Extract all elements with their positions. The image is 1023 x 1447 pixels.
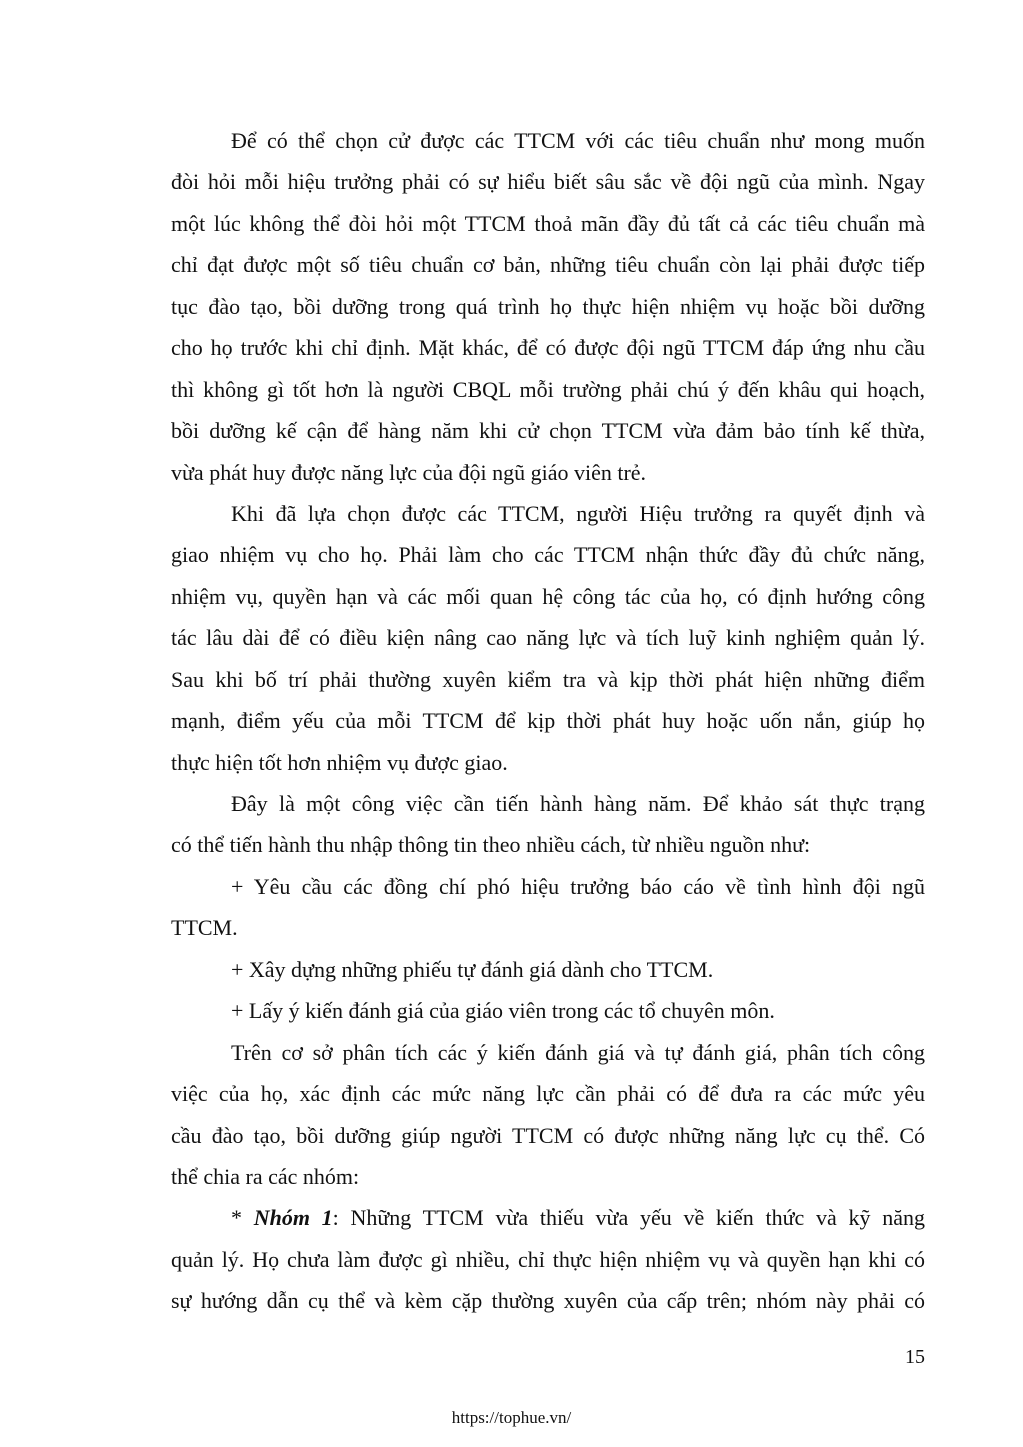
- paragraph: [171, 866, 925, 949]
- text-line: tục đào tạo, bồi dưỡng trong quá trình họ thực hiện nhiệm vụ hoặc bồi dưỡng: [171, 293, 925, 319]
- text-span: : Những TTCM vừa thiếu vừa yếu về kiến thức và kỹ năng: [332, 1205, 925, 1231]
- text-line: bồi dưỡng kế cận để hàng năm khi cử chọn TTCM vừa đảm bảo tính kế thừa,: [171, 418, 925, 444]
- text-line: + Yêu cầu các đồng chí phó hiệu trưởng báo cáo về tình hình đội ngũ: [231, 873, 925, 899]
- text-line: Khi đã lựa chọn được các TTCM, người Hiệu trưởng ra quyết định và: [231, 500, 925, 526]
- text-line: thể chia ra các nhóm:: [171, 1163, 360, 1189]
- text-line: mạnh, điểm yếu của mỗi TTCM để kịp thời phát huy hoặc uốn nắn, giúp họ: [171, 708, 925, 734]
- paragraph: [171, 1032, 925, 1198]
- text-line: thực hiện tốt hơn nhiệm vụ được giao.: [171, 749, 508, 775]
- text-line: nhiệm vụ, quyền hạn và các mối quan hệ công tác của họ, có định hướng công: [171, 583, 925, 609]
- text-line: chỉ đạt được một số tiêu chuẩn cơ bản, những tiêu chuẩn còn lại phải được tiếp: [171, 252, 925, 278]
- text-line: Để có thể chọn cử được các TTCM với các tiêu chuẩn như mong muốn: [231, 128, 925, 153]
- text-line: cho họ trước khi chỉ định. Mặt khác, để có được đội ngũ TTCM đáp ứng nhu cầu: [171, 335, 925, 361]
- document-body: [171, 120, 925, 1322]
- text-line: quản lý. Họ chưa làm được gì nhiều, chỉ thực hiện nhiệm vụ và quyền hạn khi có: [171, 1246, 925, 1272]
- text-line: + Lấy ý kiến đánh giá của giáo viên trong các tổ chuyên môn.: [231, 998, 775, 1024]
- group-1-paragraph: [171, 1197, 925, 1321]
- paragraph: [171, 120, 925, 493]
- paragraph: [171, 783, 925, 866]
- text-line: đòi hỏi mỗi hiệu trưởng phải có sự hiểu biết sâu sắc về đội ngũ của mình. Ngay: [171, 169, 925, 195]
- text-line: Sau khi bố trí phải thường xuyên kiểm tra và kịp thời phát hiện những điểm: [171, 666, 925, 692]
- paragraph: [171, 493, 925, 783]
- text-line: Trên cơ sở phân tích các ý kiến đánh giá và tự đánh giá, phân tích công: [231, 1039, 925, 1065]
- paragraph: [171, 949, 925, 990]
- footer-url: https://tophue.vn/: [451, 1408, 572, 1427]
- text-line: một lúc không thể đòi hỏi một TTCM thoả mãn đầy đủ tất cả các tiêu chuẩn mà: [171, 210, 925, 236]
- text-line: việc của họ, xác định các mức năng lực cần phải có để đưa ra các mức yêu: [171, 1081, 925, 1107]
- text-line: + Xây dựng những phiếu tự đánh giá dành cho TTCM.: [231, 956, 714, 982]
- bullet-marker: *: [231, 1205, 254, 1231]
- text-line: cầu đào tạo, bồi dưỡng giúp người TTCM có được những năng lực cụ thể. Có: [171, 1122, 925, 1148]
- text-line: Đây là một công việc cần tiến hành hàng năm. Để khảo sát thực trạng: [231, 791, 925, 816]
- group-label: Nhóm 1: [253, 1205, 333, 1231]
- text-line: sự hướng dẫn cụ thể và kèm cặp thường xuyên của cấp trên; nhóm này phải có: [171, 1288, 925, 1314]
- text-line: [171, 1197, 925, 1238]
- text-line: có thể tiến hành thu nhập thông tin theo nhiều cách, từ nhiều nguồn như:: [171, 832, 811, 858]
- text-line: thì không gì tốt hơn là người CBQL mỗi trường phải chú ý đến khâu qui hoạch,: [171, 376, 925, 402]
- text-line: TTCM.: [171, 915, 238, 941]
- page-number: 15: [905, 1346, 925, 1368]
- paragraph: [171, 990, 925, 1031]
- text-line: giao nhiệm vụ cho họ. Phải làm cho các TTCM nhận thức đầy đủ chức năng,: [171, 542, 925, 568]
- text-line: tác lâu dài để có điều kiện nâng cao năng lực và tích luỹ kinh nghiệm quản lý.: [171, 625, 925, 651]
- text-line: vừa phát huy được năng lực của đội ngũ giáo viên trẻ.: [171, 459, 647, 485]
